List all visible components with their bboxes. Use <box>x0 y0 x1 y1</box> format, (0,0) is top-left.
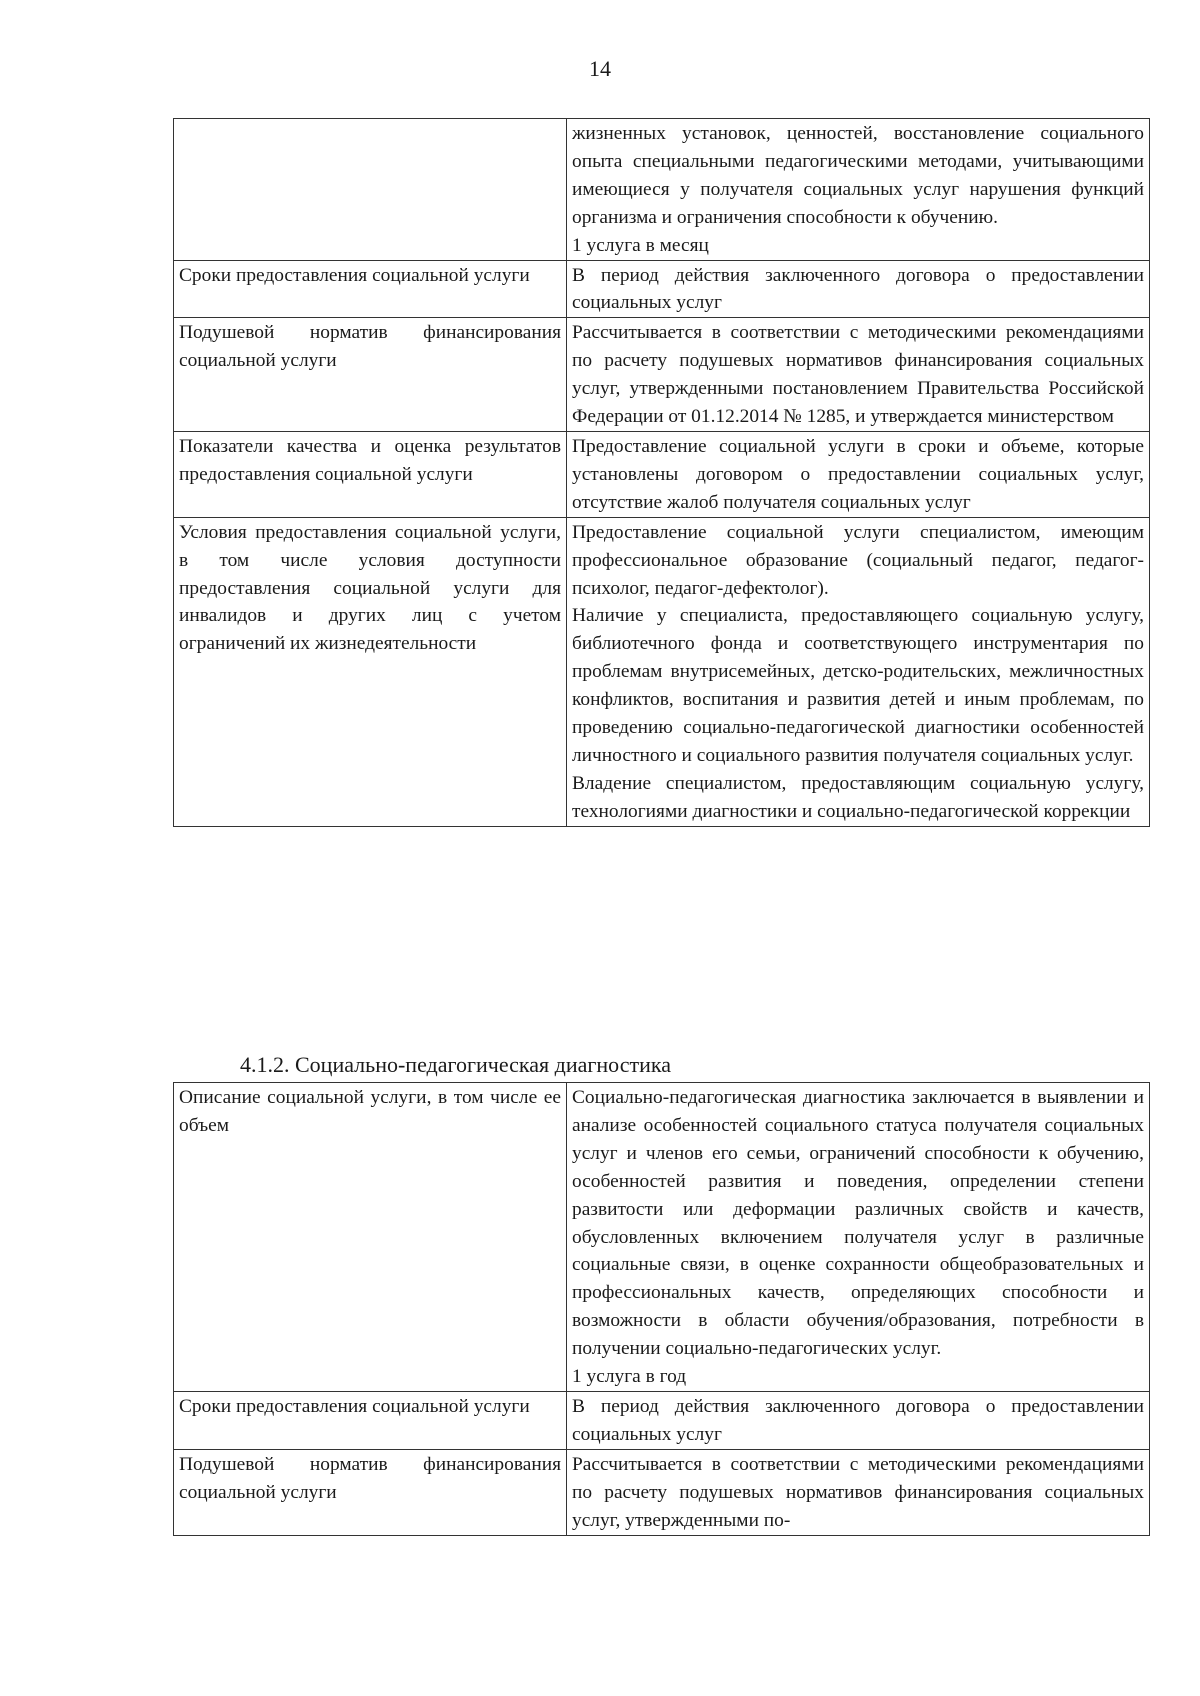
value-paragraph: Рассчитывается в соответствии с методическими рекомендациями по расчету подушевых нормативов финансирования социальных услуг, утвержденными по- <box>572 1453 1144 1531</box>
row-value-cell <box>567 1391 1150 1449</box>
table-row <box>174 1083 1150 1392</box>
row-value-cell <box>567 517 1150 826</box>
value-paragraph: Социально-педагогическая диагностика заключается в выявлении и анализе особенностей социального статуса получателя социальных услуг и членов его семьи, ограничений способности к обучению, особенностей развития и поведения, определении степени развитости или деформации различных свойств и качеств, обусловленных включением получателя услуг в различные социальные связи, в оценке сохранности общеобразовательных и профессиональных качеств, определяющих способности и возможности в области обучения/образования, потребности в получении социально-педагогических услуг. <box>572 1087 1144 1360</box>
table-row <box>174 318 1150 432</box>
table-row <box>174 119 1150 261</box>
page-number: 14 <box>589 56 611 81</box>
table-row <box>174 517 1150 826</box>
service-frequency: 1 услуга в год <box>572 1366 687 1388</box>
value-paragraph: Предоставление социальной услуги специалистом, имеющим профессиональное образование (социальный педагог, педагог-психолог, педагог-дефектолог). <box>572 521 1144 599</box>
row-value-cell <box>567 1449 1150 1535</box>
service-frequency: 1 услуга в месяц <box>572 234 709 256</box>
value-paragraph: Владение специалистом, предоставляющим социальную услугу, технологиями диагностики и социально-педагогической коррекции <box>572 772 1144 822</box>
services-table-continued <box>173 118 1150 827</box>
table-row <box>174 431 1150 517</box>
value-paragraph: Рассчитывается в соответствии с методическими рекомендациями по расчету подушевых нормативов финансирования социальных услуг, утвержденными постановлением Правительства Российской Федерации от 01.12.2014 № 1285, и утверждается министерством <box>572 322 1144 428</box>
row-value-cell <box>567 260 1150 318</box>
row-label-cell: Подушевой норматив финансирования социальной услуги <box>174 1449 567 1535</box>
row-label-cell <box>174 119 567 261</box>
value-paragraph: Наличие у специалиста, предоставляющего социальную услугу, библиотечного фонда и соответствующего инструментария по проблемам внутрисемейных, детско-родительских, межличностных конфликтов, воспитания и развития детей и иным проблемам, по проведению социально-педагогической диагностики особенностей личностного и социального развития получателя социальных услуг. <box>572 605 1144 766</box>
value-paragraph: В период действия заключенного договора о предоставлении социальных услуг <box>572 264 1144 314</box>
table-row <box>174 260 1150 318</box>
services-table-diagnostics <box>173 1082 1150 1536</box>
row-value-cell <box>567 318 1150 432</box>
row-label-cell: Условия предоставления социальной услуги, в том числе условия доступности предоставления социальной услуги для инвалидов и других лиц с учетом ограничений их жизнедеятельности <box>174 517 567 826</box>
value-paragraph: В период действия заключенного договора о предоставлении социальных услуг <box>572 1395 1144 1445</box>
value-paragraph: жизненных установок, ценностей, восстановление социального опыта специальными педагогическими методами, учитывающими имеющиеся у получателя социальных услуг нарушения функций организма и ограничения способности к обучению. <box>572 123 1144 228</box>
row-value-cell <box>567 431 1150 517</box>
row-label-cell: Показатели качества и оценка результатов предоставления социальной услуги <box>174 431 567 517</box>
value-paragraph: Предоставление социальной услуги в сроки и объеме, которые установлены договором о предоставлении социальных услуг, отсутствие жалоб получателя социальных услуг <box>572 435 1144 513</box>
row-label-cell: Подушевой норматив финансирования социальной услуги <box>174 318 567 432</box>
row-value-cell <box>567 1083 1150 1392</box>
row-value-cell <box>567 119 1150 261</box>
row-label-cell: Описание социальной услуги, в том числе ее объем <box>174 1083 567 1392</box>
row-label-cell: Сроки предоставления социальной услуги <box>174 1391 567 1449</box>
table-row <box>174 1449 1150 1535</box>
section-heading: 4.1.2. Социально-педагогическая диагностика <box>240 1052 671 1077</box>
row-label-cell: Сроки предоставления социальной услуги <box>174 260 567 318</box>
table-row <box>174 1391 1150 1449</box>
